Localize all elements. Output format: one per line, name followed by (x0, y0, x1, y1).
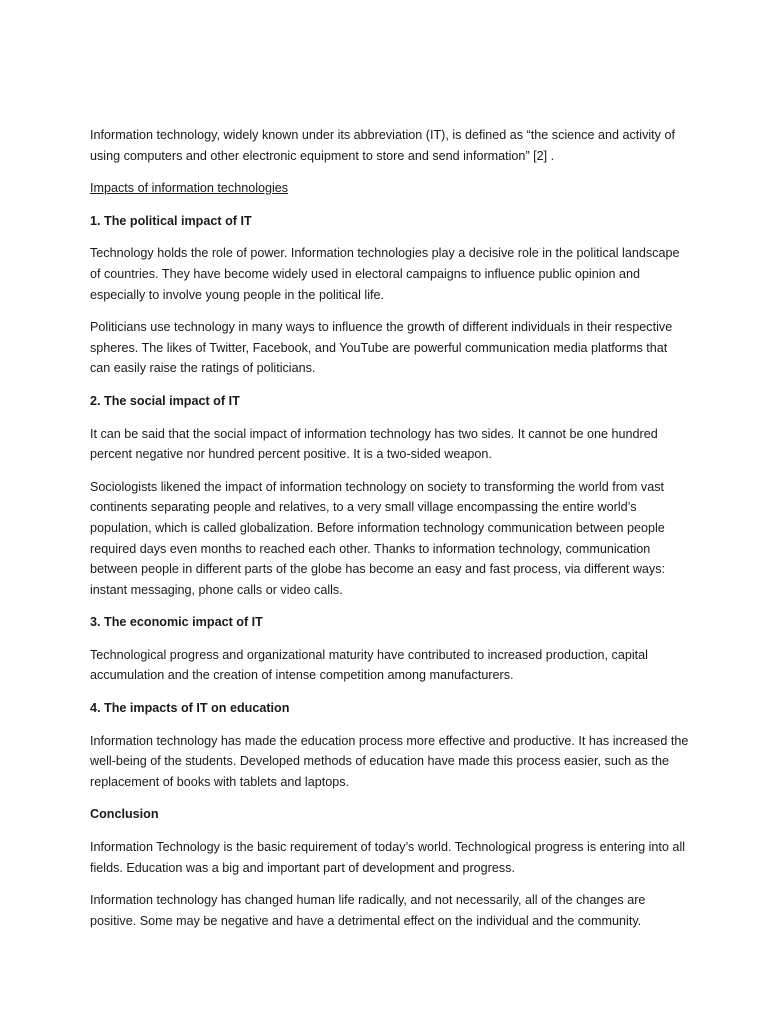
impacts-heading: Impacts of information technologies (90, 181, 289, 196)
political-paragraph-2: Politicians use technology in many ways to influence the growth of different individuals in their respective spheres. The likes of Twitter, Facebook, and YouTube are powerful communication media platforms that can easily raise the ratings of politicians. (90, 320, 673, 376)
conclusion-paragraph-1: Information Technology is the basic requirement of today’s world. Technological progress is entering into all fields. Education was a big and important part of development and progress. (90, 840, 686, 875)
conclusion-paragraph-2: Information technology has changed human life radically, and not necessarily, all of the changes are positive. Some may be negative and have a detrimental effect on the individual and the community. (90, 893, 646, 928)
social-paragraph-1: It can be said that the social impact of information technology has two sides. It cannot be one hundred percent negative nor hundred percent positive. It is a two-sided weapon. (90, 426, 658, 462)
political-paragraph-1: Technology holds the role of power. Information technologies play a decisive role in the political landscape of countries. They have become widely used in electoral campaigns to influence public opinion and especially to involve young people in the political life. (90, 246, 680, 302)
economic-paragraph-1: Technological progress and organizational maturity have contributed to increased production, capital accumulation and the creation of intense competition among manufacturers. (90, 647, 648, 683)
social-heading: 2. The social impact of IT (90, 393, 240, 408)
social-paragraph-2: Sociologists likened the impact of information technology on society to transforming the world from vast continents separating people and relatives, to a very small village encompassing the entire world’s population, which is called globalization. Before information technology communication between people required days even months to reached each other. Thanks to information technology, communication between people in different parts of the globe has become an easy and fast process, via different ways: instant messaging, phone calls or video calls. (90, 479, 666, 597)
education-paragraph-1: Information technology has made the education process more effective and productive. It has increased the well-being of the students. Developed methods of education have made this process easier, such as the replacement of books with tablets and laptops. (90, 733, 689, 789)
economic-heading: 3. The economic impact of IT (90, 615, 263, 630)
intro-paragraph: Information technology, widely known under its abbreviation (IT), is defined as “the science and activity of using computers and other electronic equipment to store and send information” [2] . (90, 128, 675, 163)
education-heading: 4. The impacts of IT on education (90, 701, 290, 716)
political-heading: 1. The political impact of IT (90, 213, 252, 228)
document-page (90, 125, 690, 943)
conclusion-heading: Conclusion (90, 807, 159, 822)
